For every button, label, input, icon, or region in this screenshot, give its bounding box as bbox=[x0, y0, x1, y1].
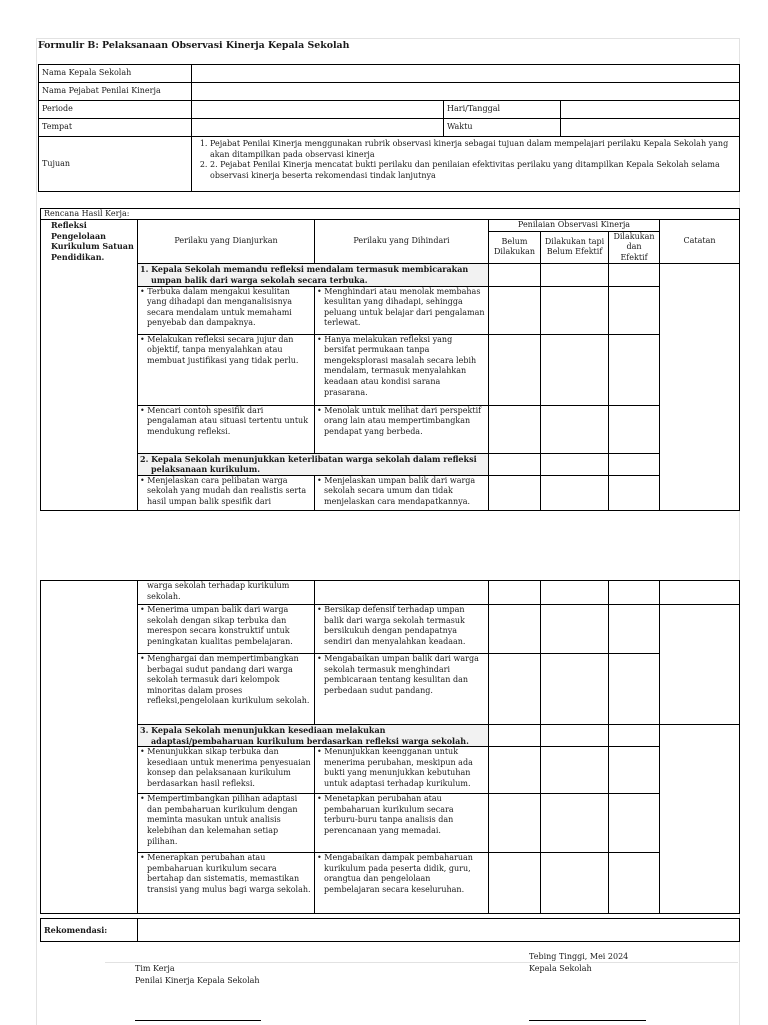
score-cell[interactable] bbox=[489, 853, 541, 914]
rubric-table-page1 bbox=[40, 208, 740, 511]
score-cell[interactable] bbox=[609, 581, 660, 605]
catatan-cell[interactable] bbox=[660, 725, 740, 914]
score-cell[interactable] bbox=[609, 654, 660, 725]
tujuan-item: 1. Pejabat Penilai Kinerja menggunakan rubrik observasi kinerja sebagai tujuan dalam mempelajari perilaku Kepala Sekolah yang akan ditampilkan pada observasi kinerja bbox=[210, 139, 736, 160]
score-cell[interactable] bbox=[489, 334, 541, 405]
catatan-cell[interactable] bbox=[660, 264, 740, 510]
field-waktu[interactable] bbox=[561, 119, 740, 137]
sign-left-subtitle: Penilai Kinerja Kepala Sekolah bbox=[135, 976, 260, 985]
col-penilaian: Penilaian Observasi Kinerja bbox=[489, 220, 660, 232]
field-tempat[interactable] bbox=[192, 119, 444, 137]
section-heading: 3. Kepala Sekolah menunjukkan kesediaan melakukan adaptasi/pembaharuan kurikulum berdasarkan refleksi warga sekolah. bbox=[138, 725, 489, 747]
rubric-table-page2 bbox=[40, 580, 740, 914]
label-waktu: Waktu bbox=[444, 119, 561, 137]
field-rekomendasi[interactable] bbox=[138, 919, 740, 942]
field-nama-kepala[interactable] bbox=[192, 65, 740, 83]
label-tujuan: Tujuan bbox=[39, 137, 192, 192]
dihindari-item: • Mengabaikan umpan balik dari warga sekolah termasuk menghindari pembicaraan tentang kesulitan dan perbedaan sudut pandang. bbox=[315, 654, 489, 725]
score-cell[interactable] bbox=[609, 286, 660, 334]
score-cell[interactable] bbox=[609, 334, 660, 405]
form-title: Formulir B: Pelaksanaan Observasi Kinerja Kepala Sekolah bbox=[38, 40, 350, 51]
score-cell[interactable] bbox=[609, 853, 660, 914]
dihindari-item: • Menetapkan perubahan atau pembaharuan kurikulum secara terburu-buru tanpa analisis dan perencanaan yang memadai. bbox=[315, 794, 489, 853]
identity-table bbox=[38, 64, 740, 192]
dianjurkan-item: • Menghargai dan mempertimbangkan berbagai sudut pandang dari warga sekolah termasuk dari kelompok minoritas dalam proses refleksi,pengelolaan kurikulum sekolah. bbox=[138, 654, 315, 725]
score-cell[interactable] bbox=[489, 475, 541, 510]
dianjurkan-item: • Menerapkan perubahan atau pembaharuan kurikulum secara bertahap dan sistematis, memastikan transisi yang mulus bagi warga sekolah. bbox=[138, 853, 315, 914]
catatan-cell[interactable] bbox=[660, 605, 740, 725]
dihindari-item bbox=[315, 581, 489, 605]
dihindari-item: • Hanya melakukan refleksi yang bersifat permukaan tanpa mengeksplorasi masalah secara lebih mendalam, termasuk menyalahkan keadaan atau kondisi sarana prasarana. bbox=[315, 334, 489, 405]
score-cell[interactable] bbox=[541, 725, 609, 747]
score-cell[interactable] bbox=[541, 581, 609, 605]
dianjurkan-item: • Menunjukkan sikap terbuka dan kesediaan untuk menerima penyesuaian konsep dan pelaksanaan kurikulum berdasarkan hasil refleksi. bbox=[138, 747, 315, 794]
dianjurkan-item: • Melakukan refleksi secara jujur dan objektif, tanpa menyalahkan atau membuat justifikasi yang tidak perlu. bbox=[138, 334, 315, 405]
tujuan-item: 2. 2. Pejabat Penilai Kinerja mencatat bukti perilaku dan penilaian efektivitas perilaku yang ditampilkan Kepala Sekolah selama observasi kinerja beserta rekomendasi tindak lanjutnya bbox=[210, 160, 736, 181]
divider bbox=[105, 962, 738, 963]
dihindari-item: • Menghindari atau menolak membahas kesulitan yang dihadapi, sehingga peluang untuk belajar dari pengalaman terlewat. bbox=[315, 286, 489, 334]
score-cell[interactable] bbox=[541, 264, 609, 286]
dihindari-item: • Menjelaskan umpan balik dari warga sekolah secara umum dan tidak menjelaskan cara mendapatkannya. bbox=[315, 475, 489, 510]
score-cell[interactable] bbox=[541, 747, 609, 794]
section-heading: 1. Kepala Sekolah memandu refleksi mendalam termasuk membicarakan umpan balik dari warga sekolah secara terbuka. bbox=[138, 264, 489, 286]
sign-left-title: Tim Kerja bbox=[135, 964, 175, 973]
score-cell[interactable] bbox=[541, 853, 609, 914]
label-periode: Periode bbox=[39, 101, 192, 119]
col-efektif: Dilakukan dan Efektif bbox=[609, 231, 660, 264]
tujuan-list bbox=[192, 137, 740, 192]
sign-right-title: Kepala Sekolah bbox=[529, 964, 592, 973]
score-cell[interactable] bbox=[609, 405, 660, 453]
field-nama-pejabat[interactable] bbox=[192, 83, 740, 101]
score-cell[interactable] bbox=[541, 605, 609, 654]
score-cell[interactable] bbox=[489, 453, 541, 475]
dianjurkan-item: • Menjelaskan cara pelibatan warga sekolah yang mudah dan realistis serta hasil umpan balik spesifik dari bbox=[138, 475, 315, 510]
place-date: Tebing Tinggi, Mei 2024 bbox=[529, 952, 629, 961]
score-cell[interactable] bbox=[489, 405, 541, 453]
score-cell[interactable] bbox=[541, 405, 609, 453]
rubric-title: Refleksi Pengelolaan Kurikulum Satuan Pendidikan. bbox=[41, 220, 138, 511]
score-cell[interactable] bbox=[489, 725, 541, 747]
label-hari-tanggal: Hari/Tanggal bbox=[444, 101, 561, 119]
dihindari-item: • Bersikap defensif terhadap umpan balik dari warga sekolah termasuk bersikukuh dengan pendapatnya sendiri dan menyalahkan keadaan. bbox=[315, 605, 489, 654]
dianjurkan-item: • Mencari contoh spesifik dari pengalaman atau situasi tertentu untuk mendukung refleksi. bbox=[138, 405, 315, 453]
score-cell[interactable] bbox=[609, 264, 660, 286]
col-catatan: Catatan bbox=[660, 220, 740, 264]
col-dianjurkan: Perilaku yang Dianjurkan bbox=[138, 220, 315, 264]
label-nama-pejabat: Nama Pejabat Penilai Kinerja bbox=[39, 83, 192, 101]
dianjurkan-item: • Menerima umpan balik dari warga sekolah dengan sikap terbuka dan merespon secara konstruktif untuk peningkatan kualitas pembelajaran. bbox=[138, 605, 315, 654]
col-belum-efektif: Dilakukan tapi Belum Efektif bbox=[541, 231, 609, 264]
score-cell[interactable] bbox=[541, 453, 609, 475]
col-dihindari: Perilaku yang Dihindari bbox=[315, 220, 489, 264]
score-cell[interactable] bbox=[609, 747, 660, 794]
score-cell[interactable] bbox=[609, 453, 660, 475]
catatan-cell[interactable] bbox=[660, 581, 740, 605]
score-cell[interactable] bbox=[541, 475, 609, 510]
rencana-label: Rencana Hasil Kerja: bbox=[41, 209, 740, 220]
score-cell[interactable] bbox=[609, 475, 660, 510]
signature-line-left[interactable] bbox=[135, 1020, 261, 1021]
col-belum: Belum Dilakukan bbox=[489, 231, 541, 264]
score-cell[interactable] bbox=[609, 794, 660, 853]
dianjurkan-item: • Terbuka dalam mengakui kesulitan yang dihadapi dan menganalisisnya secara mendalam untuk memahami penyebab dan dampaknya. bbox=[138, 286, 315, 334]
score-cell[interactable] bbox=[541, 334, 609, 405]
signature-line-right[interactable] bbox=[529, 1020, 646, 1021]
field-hari-tanggal[interactable] bbox=[561, 101, 740, 119]
rekomendasi-table bbox=[40, 918, 740, 942]
score-cell[interactable] bbox=[541, 794, 609, 853]
score-cell[interactable] bbox=[609, 725, 660, 747]
rubric-title-continued bbox=[41, 581, 138, 914]
dihindari-item: • Menunjukkan keengganan untuk menerima perubahan, meskipun ada bukti yang menunjukkan kebutuhan untuk adaptasi terhadap kurikulum. bbox=[315, 747, 489, 794]
label-nama-kepala: Nama Kepala Sekolah bbox=[39, 65, 192, 83]
dianjurkan-item: • Mempertimbangkan pilihan adaptasi dan pembaharuan kurikulum dengan meminta masukan untuk analisis kelebihan dan kelemahan setiap pilihan. bbox=[138, 794, 315, 853]
dihindari-item: • Menolak untuk melihat dari perspektif orang lain atau mempertimbangkan pendapat yang berbeda. bbox=[315, 405, 489, 453]
section-heading: 2. Kepala Sekolah menunjukkan keterlibatan warga sekolah dalam refleksi pelaksanaan kurikulum. bbox=[138, 453, 489, 475]
label-rekomendasi: Rekomendasi: bbox=[41, 919, 138, 942]
score-cell[interactable] bbox=[489, 581, 541, 605]
field-periode[interactable] bbox=[192, 101, 444, 119]
score-cell[interactable] bbox=[541, 654, 609, 725]
score-cell[interactable] bbox=[489, 286, 541, 334]
score-cell[interactable] bbox=[489, 747, 541, 794]
score-cell[interactable] bbox=[541, 286, 609, 334]
score-cell[interactable] bbox=[489, 654, 541, 725]
score-cell[interactable] bbox=[489, 794, 541, 853]
dianjurkan-item: warga sekolah terhadap kurikulum sekolah. bbox=[138, 581, 315, 605]
label-tempat: Tempat bbox=[39, 119, 192, 137]
score-cell[interactable] bbox=[489, 605, 541, 654]
dihindari-item: • Mengabaikan dampak pembaharuan kurikulum pada peserta didik, guru, orangtua dan pengelolaan pembelajaran secara keseluruhan. bbox=[315, 853, 489, 914]
score-cell[interactable] bbox=[489, 264, 541, 286]
score-cell[interactable] bbox=[609, 605, 660, 654]
